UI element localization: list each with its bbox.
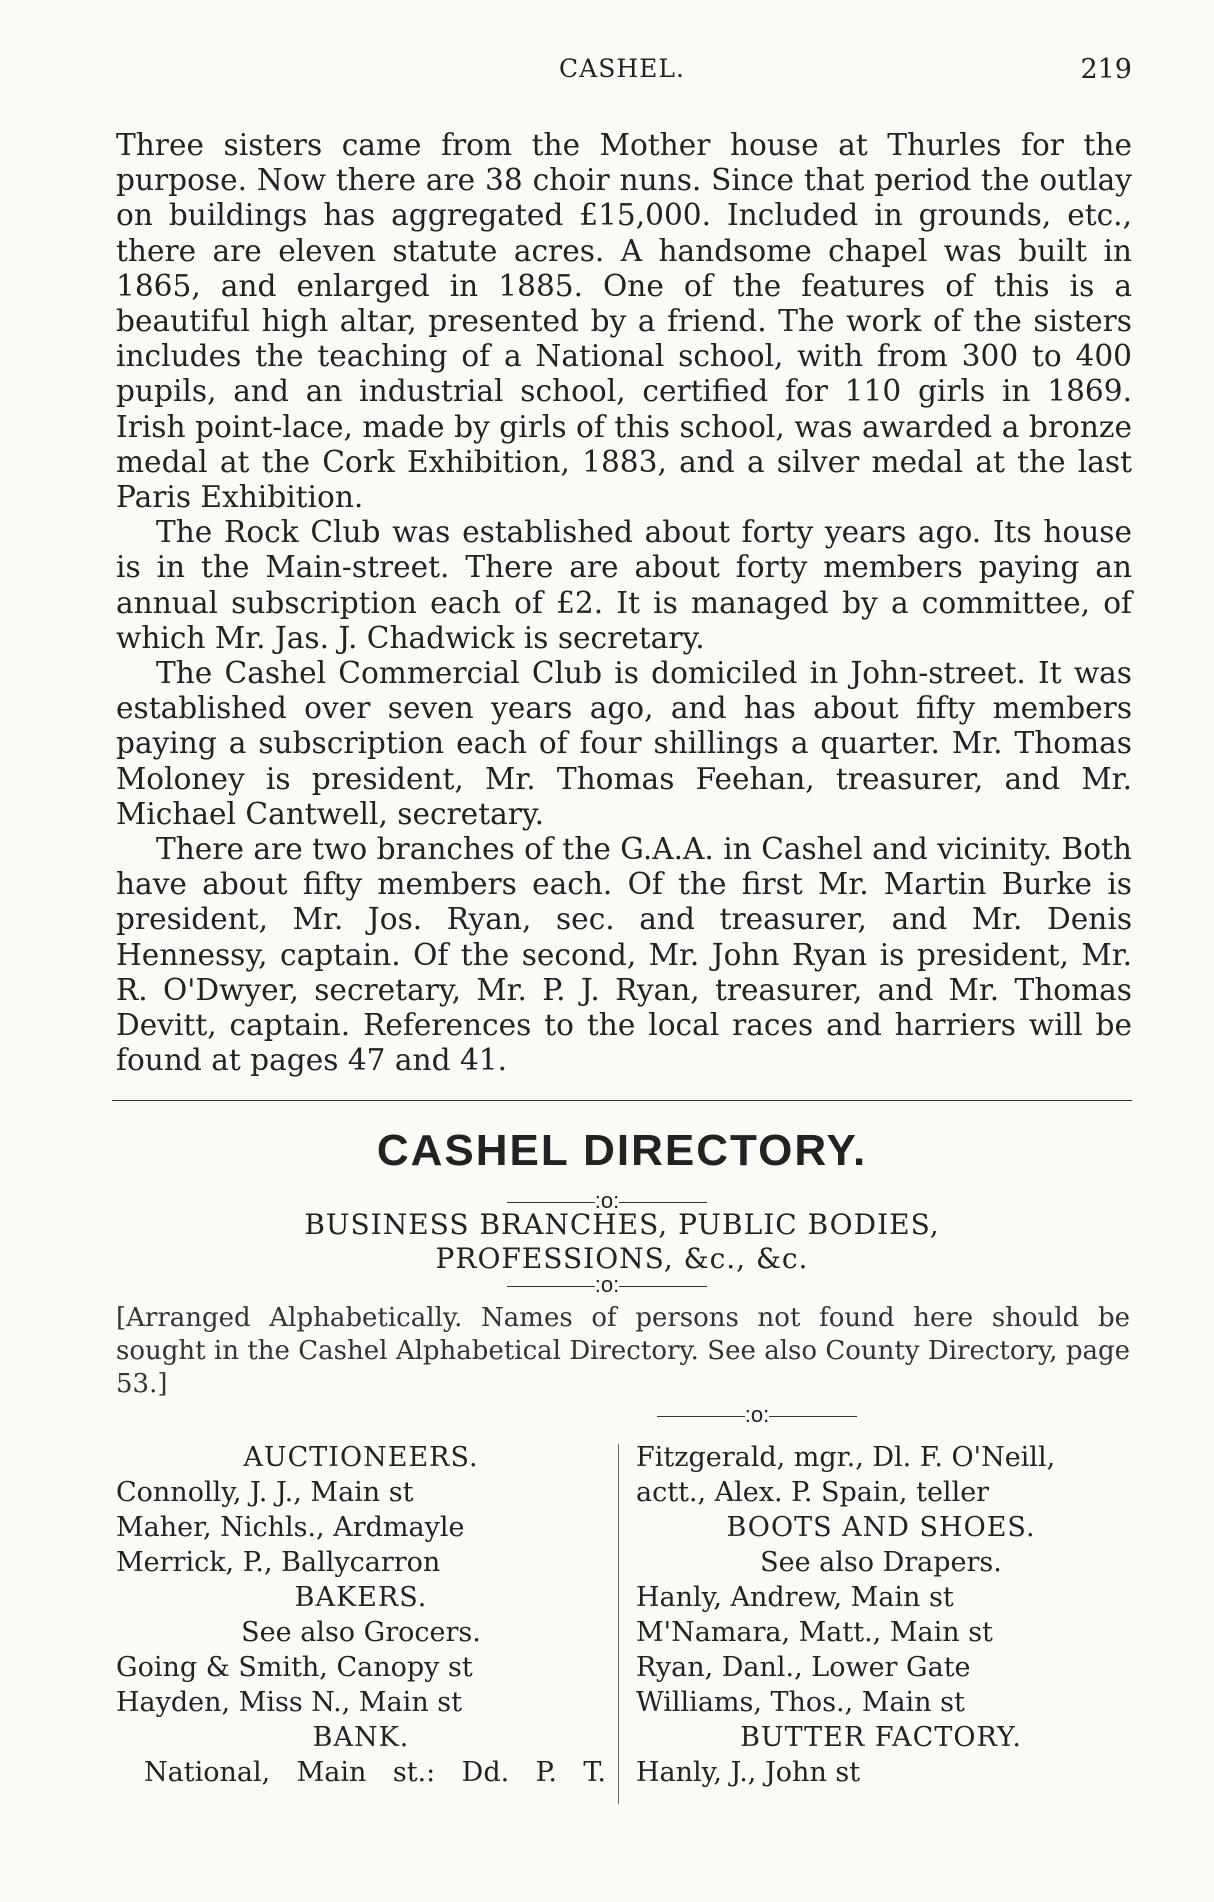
directory-entry: Hanly, Andrew, Main st bbox=[636, 1582, 954, 1613]
separator-mark: :o: bbox=[594, 1188, 620, 1213]
paragraph-gaa: There are two branches of the G.A.A. in Cashel and vicinity. Both have about fifty members each. Of the first Mr. Martin Burke is president, Mr. Jos. Ryan, sec. and treasurer, and Mr. Denis Hennessy, captain. Of the second, Mr. John Ryan is president, Mr. R. O'Dwyer, secretary, Mr. P. J. Ryan, treasurer, and Mr. Thomas Devitt, captain. References to the local races and harriers will be found at pages 47 and 41. bbox=[116, 832, 1132, 1078]
column-divider bbox=[618, 1444, 619, 1804]
directory-entry: M'Namara, Matt., Main st bbox=[636, 1617, 993, 1648]
directory-entry: Connolly, J. J., Main st bbox=[116, 1477, 414, 1508]
paragraph-rock-club: The Rock Club was established about forty years ago. Its house is in the Main-street. There are about forty members paying an annual subscription each of £2. It is managed by a committee, of which Mr. Jas. J. Chadwick is secretary. bbox=[116, 515, 1132, 655]
directory-left-column bbox=[116, 1440, 606, 1790]
directory-entry: Ryan, Danl., Lower Gate bbox=[636, 1652, 971, 1683]
category-heading: BAKERS. bbox=[294, 1582, 428, 1613]
separator-mark: :o: bbox=[744, 1402, 770, 1427]
paragraph-commercial-club: The Cashel Commercial Club is domiciled in John-street. It was established over seven years ago, and has about fifty members paying a subscription each of four shillings a quarter. Mr. Thomas Moloney is president, Mr. Thomas Feehan, treasurer, and Mr. Michael Cantwell, secretary. bbox=[116, 656, 1132, 831]
category-heading: AUCTIONEERS. bbox=[243, 1442, 479, 1473]
directory-entry: Merrick, P., Ballycarron bbox=[116, 1547, 441, 1578]
directory-entry: Maher, Nichls., Ardmayle bbox=[116, 1512, 465, 1543]
directory-right-column bbox=[636, 1440, 1126, 1790]
directory-subtitle-1: BUSINESS BRANCHES, PUBLIC BODIES, bbox=[304, 1208, 940, 1241]
directory-title: CASHEL DIRECTORY. bbox=[376, 1126, 868, 1175]
category-heading: BANK. bbox=[312, 1722, 410, 1753]
directory-subtitle-2: PROFESSIONS, &c., &c. bbox=[435, 1242, 809, 1275]
cross-reference: See also Grocers. bbox=[241, 1617, 481, 1648]
directory-note: [Arranged Alphabetically. Names of persons not found here should be sought in the Cashel Alphabetical Directory. See also County Directory, page 53.] bbox=[116, 1303, 1130, 1399]
separator-mark: :o: bbox=[594, 1272, 620, 1297]
directory-entry: Hanly, J., John st bbox=[636, 1757, 861, 1788]
directory-entry: actt., Alex. P. Spain, teller bbox=[636, 1477, 990, 1508]
paragraph-convent: Three sisters came from the Mother house at Thurles for the purpose. Now there are 38 choir nuns. Since that period the outlay on buildings has aggregated £15,000. Included in grounds, etc., there are eleven statute acres. A handsome chapel was built in 1865, and enlarged in 1885. One of the features of this is a beautiful high altar, presented by a friend. The work of the sisters includes the teaching of a National school, with from 300 to 400 pupils, and an industrial school, certified for 110 girls in 1869. Irish point-lace, made by girls of this school, was awarded a bronze medal at the Cork Exhibition, 1883, and a silver medal at the last Paris Exhibition. bbox=[116, 128, 1132, 515]
separator-ornament bbox=[0, 1272, 1214, 1298]
section-divider bbox=[112, 1100, 1132, 1101]
directory-entry: National, Main st.: Dd. P. T. bbox=[144, 1757, 606, 1788]
separator-ornament bbox=[150, 1402, 1214, 1428]
running-title: CASHEL. bbox=[559, 54, 685, 83]
directory-entry: Fitzgerald, mgr., Dl. F. O'Neill, bbox=[636, 1442, 1056, 1473]
running-header bbox=[112, 54, 1132, 94]
page-number: 219 bbox=[1080, 54, 1132, 85]
cross-reference: See also Drapers. bbox=[760, 1547, 1002, 1578]
directory-entry: Hayden, Miss N., Main st bbox=[116, 1687, 462, 1718]
body-text bbox=[116, 128, 1132, 1078]
directory-entry: Williams, Thos., Main st bbox=[636, 1687, 965, 1718]
category-heading: BOOTS AND SHOES. bbox=[726, 1512, 1036, 1543]
directory-entry: Going & Smith, Canopy st bbox=[116, 1652, 473, 1683]
category-heading: BUTTER FACTORY. bbox=[740, 1722, 1022, 1753]
